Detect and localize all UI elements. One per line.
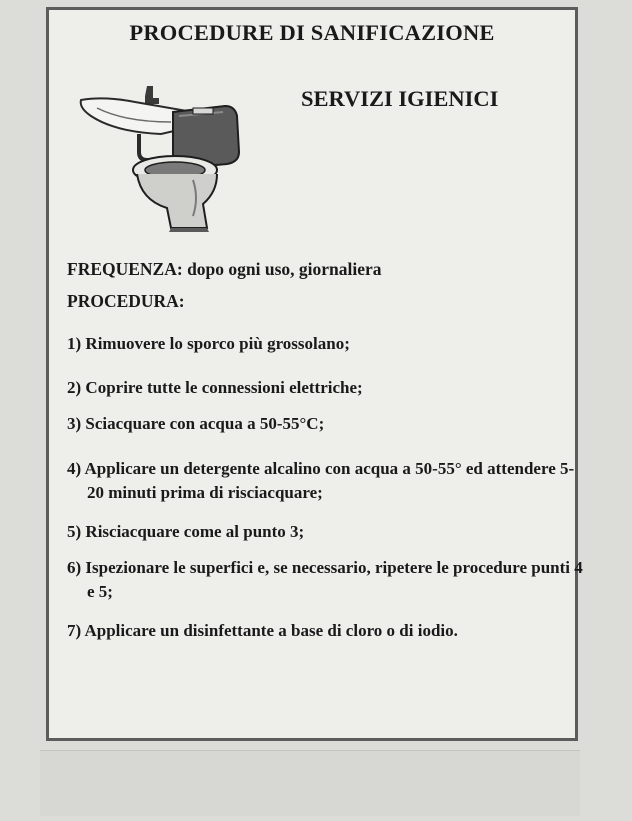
background-page-strip bbox=[40, 750, 580, 816]
procedure-label: PROCEDURA: bbox=[67, 291, 185, 311]
procedure-step-2: 2) Coprire tutte le connessioni elettriche; bbox=[67, 378, 363, 397]
page-title: PROCEDURE DI SANIFICAZIONE bbox=[129, 20, 495, 45]
page-subtitle: SERVIZI IGIENICI bbox=[301, 86, 499, 111]
frequency-line bbox=[67, 259, 382, 280]
procedure-step-5: 5) Risciacquare come al punto 3; bbox=[67, 522, 305, 541]
procedure-step-4: 4) Applicare un detergente alcalino con acqua a 50-55° ed attendere 5-20 minuti prima di risciacquare; bbox=[67, 459, 575, 502]
procedure-step-6: 6) Ispezionare le superfici e, se necessario, ripetere le procedure punti 4 e 5; bbox=[67, 558, 583, 601]
procedure-step-7: 7) Applicare un disinfettante a base di cloro o di iodio. bbox=[67, 621, 458, 640]
sanitation-procedure-card bbox=[46, 7, 583, 741]
toilet-and-sink-icon bbox=[75, 82, 245, 232]
frequency-label: FREQUENZA: bbox=[67, 259, 183, 279]
frequency-value: dopo ogni uso, giornaliera bbox=[182, 259, 382, 279]
procedure-step-1: 1) Rimuovere lo sporco più grossolano; bbox=[67, 334, 350, 353]
procedure-step-3: 3) Sciacquare con acqua a 50-55°C; bbox=[67, 414, 325, 433]
